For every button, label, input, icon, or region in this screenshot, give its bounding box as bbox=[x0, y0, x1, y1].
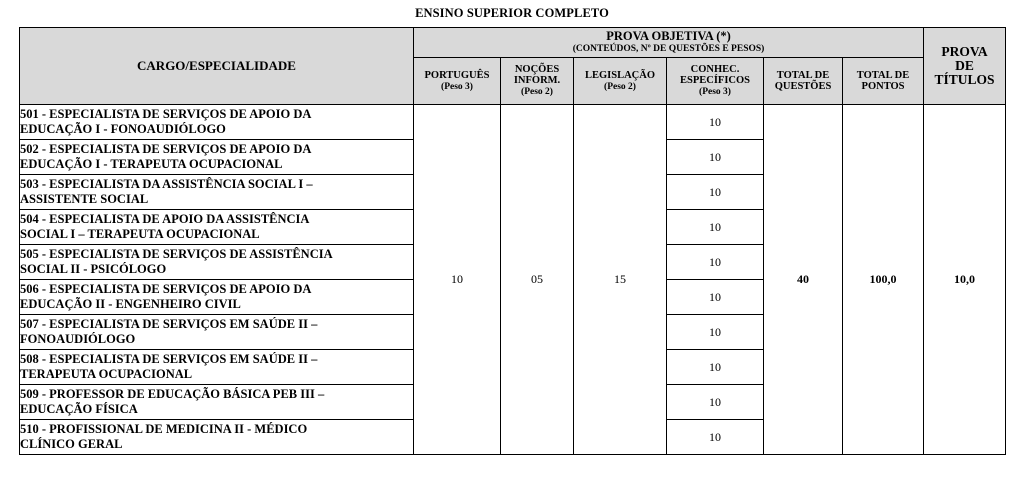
header-total-pontos bbox=[843, 58, 924, 105]
header-portugues-label: PORTUGUÊS bbox=[424, 69, 490, 81]
header-total-pontos-line2: PONTOS bbox=[861, 81, 905, 92]
header-conhec-line2: ESPECÍFICOS bbox=[679, 75, 751, 87]
conhec-value: 10 bbox=[667, 350, 764, 385]
header-titulos-line1: PROVA bbox=[941, 43, 988, 59]
header-legislacao-label: LEGISLAÇÃO bbox=[584, 69, 656, 81]
page-title: ENSINO SUPERIOR COMPLETO bbox=[415, 6, 609, 20]
conhec-value: 10 bbox=[667, 140, 764, 175]
header-portugues bbox=[414, 58, 501, 105]
conhec-value: 10 bbox=[667, 245, 764, 280]
header-prova-titulos bbox=[924, 28, 1006, 105]
titulos-value: 10,0 bbox=[924, 105, 1006, 455]
nocoes-value: 05 bbox=[501, 105, 574, 455]
header-legislacao bbox=[574, 58, 667, 105]
header-total-questoes-line1: TOTAL DE bbox=[776, 69, 830, 81]
header-conhec bbox=[667, 58, 764, 105]
header-titulos-line3: TÍTULOS bbox=[934, 72, 995, 88]
header-nocoes-line2: INFORM. bbox=[513, 75, 561, 87]
header-total-questoes bbox=[764, 58, 843, 105]
conhec-value: 10 bbox=[667, 210, 764, 245]
conhec-value: 10 bbox=[667, 280, 764, 315]
cargo-cell: 510 - PROFISSIONAL DE MEDICINA II - MÉDICO CLÍNICO GERAL bbox=[20, 420, 414, 455]
conhec-value: 10 bbox=[667, 105, 764, 140]
cargo-cell: 508 - ESPECIALISTA DE SERVIÇOS EM SAÚDE II – TERAPEUTA OCUPACIONAL bbox=[20, 350, 414, 385]
header-nocoes-peso: (Peso 2) bbox=[521, 87, 553, 98]
cargo-cell: 501 - ESPECIALISTA DE SERVIÇOS DE APOIO DA EDUCAÇÃO I - FONOAUDIÓLOGO bbox=[20, 105, 414, 140]
legislacao-value: 15 bbox=[574, 105, 667, 455]
cargo-cell: 504 - ESPECIALISTA DE APOIO DA ASSISTÊNCIA SOCIAL I – TERAPEUTA OCUPACIONAL bbox=[20, 210, 414, 245]
total-pontos-value: 100,0 bbox=[843, 105, 924, 455]
portugues-value: 10 bbox=[414, 105, 501, 455]
header-titulos-line2: DE bbox=[955, 57, 974, 73]
cargo-cell: 503 - ESPECIALISTA DA ASSISTÊNCIA SOCIAL I – ASSISTENTE SOCIAL bbox=[20, 175, 414, 210]
header-total-pontos-line1: TOTAL DE bbox=[856, 69, 910, 81]
cargo-cell: 507 - ESPECIALISTA DE SERVIÇOS EM SAÚDE II – FONOAUDIÓLOGO bbox=[20, 315, 414, 350]
header-prova-objetiva bbox=[414, 28, 924, 58]
header-portugues-peso: (Peso 3) bbox=[441, 81, 473, 92]
cargo-cell: 505 - ESPECIALISTA DE SERVIÇOS DE ASSISTÊNCIA SOCIAL II - PSICÓLOGO bbox=[20, 245, 414, 280]
cargo-cell: 506 - ESPECIALISTA DE SERVIÇOS DE APOIO DA EDUCAÇÃO II - ENGENHEIRO CIVIL bbox=[20, 280, 414, 315]
cargo-cell: 509 - PROFESSOR DE EDUCAÇÃO BÁSICA PEB III – EDUCAÇÃO FÍSICA bbox=[20, 385, 414, 420]
header-prova-objetiva-title: PROVA OBJETIVA (*) bbox=[606, 29, 731, 44]
cargo-cell: 502 - ESPECIALISTA DE SERVIÇOS DE APOIO DA EDUCAÇÃO I - TERAPEUTA OCUPACIONAL bbox=[20, 140, 414, 175]
exam-table bbox=[19, 27, 1006, 455]
header-legislacao-peso: (Peso 2) bbox=[604, 81, 636, 92]
header-conhec-line1: CONHEC. bbox=[690, 64, 740, 75]
header-prova-objetiva-subtitle: (CONTEÚDOS, Nº DE QUESTÕES E PESOS) bbox=[572, 43, 765, 54]
conhec-value: 10 bbox=[667, 385, 764, 420]
total-questoes-value: 40 bbox=[764, 105, 843, 455]
conhec-value: 10 bbox=[667, 315, 764, 350]
conhec-value: 10 bbox=[667, 175, 764, 210]
header-total-questoes-line2: QUESTÕES bbox=[774, 81, 832, 92]
header-cargo: CARGO/ESPECIALIDADE bbox=[20, 28, 414, 105]
header-nocoes-line1: NOÇÕES bbox=[514, 64, 560, 75]
header-nocoes bbox=[501, 58, 574, 105]
conhec-value: 10 bbox=[667, 420, 764, 455]
table-row bbox=[20, 105, 1006, 140]
header-conhec-peso: (Peso 3) bbox=[699, 87, 731, 98]
